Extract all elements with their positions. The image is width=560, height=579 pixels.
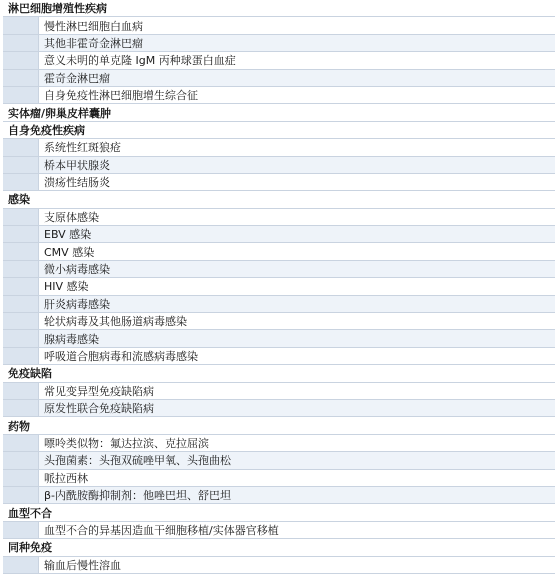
indent-cell [3, 330, 39, 346]
indent-cell [3, 226, 39, 242]
item-row [3, 278, 555, 295]
item-row [3, 348, 555, 365]
item-row [3, 52, 555, 69]
indent-cell [3, 17, 39, 33]
item-row [3, 87, 555, 104]
item-label: 自身免疫性淋巴细胞增生综合征 [39, 87, 555, 103]
item-row [3, 174, 555, 191]
indent-cell [3, 435, 39, 451]
category-row [3, 122, 555, 139]
indent-cell [3, 400, 39, 416]
item-row [3, 400, 555, 417]
item-row [3, 313, 555, 330]
indent-cell [3, 87, 39, 103]
indent-cell [3, 278, 39, 294]
item-label: 支原体感染 [39, 209, 555, 225]
indent-cell [3, 452, 39, 468]
category-row [3, 0, 555, 17]
indent-cell [3, 261, 39, 277]
item-label: CMV 感染 [39, 243, 555, 259]
item-row [3, 157, 555, 174]
indent-cell [3, 243, 39, 259]
item-label: 呼吸道合胞病毒和流感病毒感染 [39, 348, 555, 364]
item-label: 桥本甲状腺炎 [39, 157, 555, 173]
item-row [3, 452, 555, 469]
category-label: 淋巴细胞增殖性疾病 [8, 2, 107, 16]
item-row [3, 17, 555, 34]
item-label: 常见变异型免疫缺陷病 [39, 383, 555, 399]
item-label: 其他非霍奇金淋巴瘤 [39, 35, 555, 51]
category-label: 感染 [8, 193, 30, 207]
item-label: 慢性淋巴细胞白血病 [39, 17, 555, 33]
item-row [3, 470, 555, 487]
indent-cell [3, 522, 39, 538]
item-row [3, 330, 555, 347]
item-label: 溃疡性结肠炎 [39, 174, 555, 190]
category-label: 血型不合 [8, 506, 52, 520]
category-row [3, 504, 555, 521]
indent-cell [3, 174, 39, 190]
item-row [3, 487, 555, 504]
item-label: 输血后慢性溶血 [39, 557, 555, 573]
item-label: 肝炎病毒感染 [39, 296, 555, 312]
item-row [3, 243, 555, 260]
category-label: 药物 [8, 419, 30, 433]
indent-cell [3, 52, 39, 68]
item-row [3, 70, 555, 87]
item-row [3, 35, 555, 52]
category-row [3, 104, 555, 121]
item-label: HIV 感染 [39, 278, 555, 294]
item-label: 血型不合的异基因造血干细胞移植/实体器官移植 [39, 522, 555, 538]
indent-cell [3, 157, 39, 173]
indent-cell [3, 139, 39, 155]
indent-cell [3, 470, 39, 486]
item-row [3, 261, 555, 278]
indent-cell [3, 557, 39, 573]
indent-cell [3, 70, 39, 86]
item-label: 轮状病毒及其他肠道病毒感染 [39, 313, 555, 329]
item-label: 系统性红斑狼疮 [39, 139, 555, 155]
item-row [3, 226, 555, 243]
category-row [3, 417, 555, 434]
item-label: 霍奇金淋巴瘤 [39, 70, 555, 86]
etiology-table [3, 0, 555, 574]
category-label: 同种免疫 [8, 541, 52, 555]
indent-cell [3, 296, 39, 312]
item-label: EBV 感染 [39, 226, 555, 242]
item-row [3, 209, 555, 226]
category-label: 实体瘤/卵巢皮样囊肿 [8, 106, 112, 120]
item-label: 原发性联合免疫缺陷病 [39, 400, 555, 416]
indent-cell [3, 313, 39, 329]
item-label: 头孢菌素：头孢双硫唑甲氧、头孢曲松 [39, 452, 555, 468]
indent-cell [3, 209, 39, 225]
item-label: β-内酰胺酶抑制剂：他唑巴坦、舒巴坦 [39, 487, 555, 503]
item-row [3, 435, 555, 452]
category-row [3, 365, 555, 382]
indent-cell [3, 383, 39, 399]
item-label: 嘌呤类似物：氟达拉滨、克拉屈滨 [39, 435, 555, 451]
item-row [3, 296, 555, 313]
category-row [3, 191, 555, 208]
item-label: 微小病毒感染 [39, 261, 555, 277]
indent-cell [3, 348, 39, 364]
item-label: 哌拉西林 [39, 470, 555, 486]
item-row [3, 557, 555, 574]
item-label: 腺病毒感染 [39, 330, 555, 346]
category-label: 自身免疫性疾病 [8, 123, 85, 137]
item-label: 意义未明的单克隆 IgM 丙种球蛋白血症 [39, 52, 555, 68]
category-row [3, 539, 555, 556]
indent-cell [3, 35, 39, 51]
item-row [3, 522, 555, 539]
item-row [3, 139, 555, 156]
item-row [3, 383, 555, 400]
indent-cell [3, 487, 39, 503]
category-label: 免疫缺陷 [8, 367, 52, 381]
